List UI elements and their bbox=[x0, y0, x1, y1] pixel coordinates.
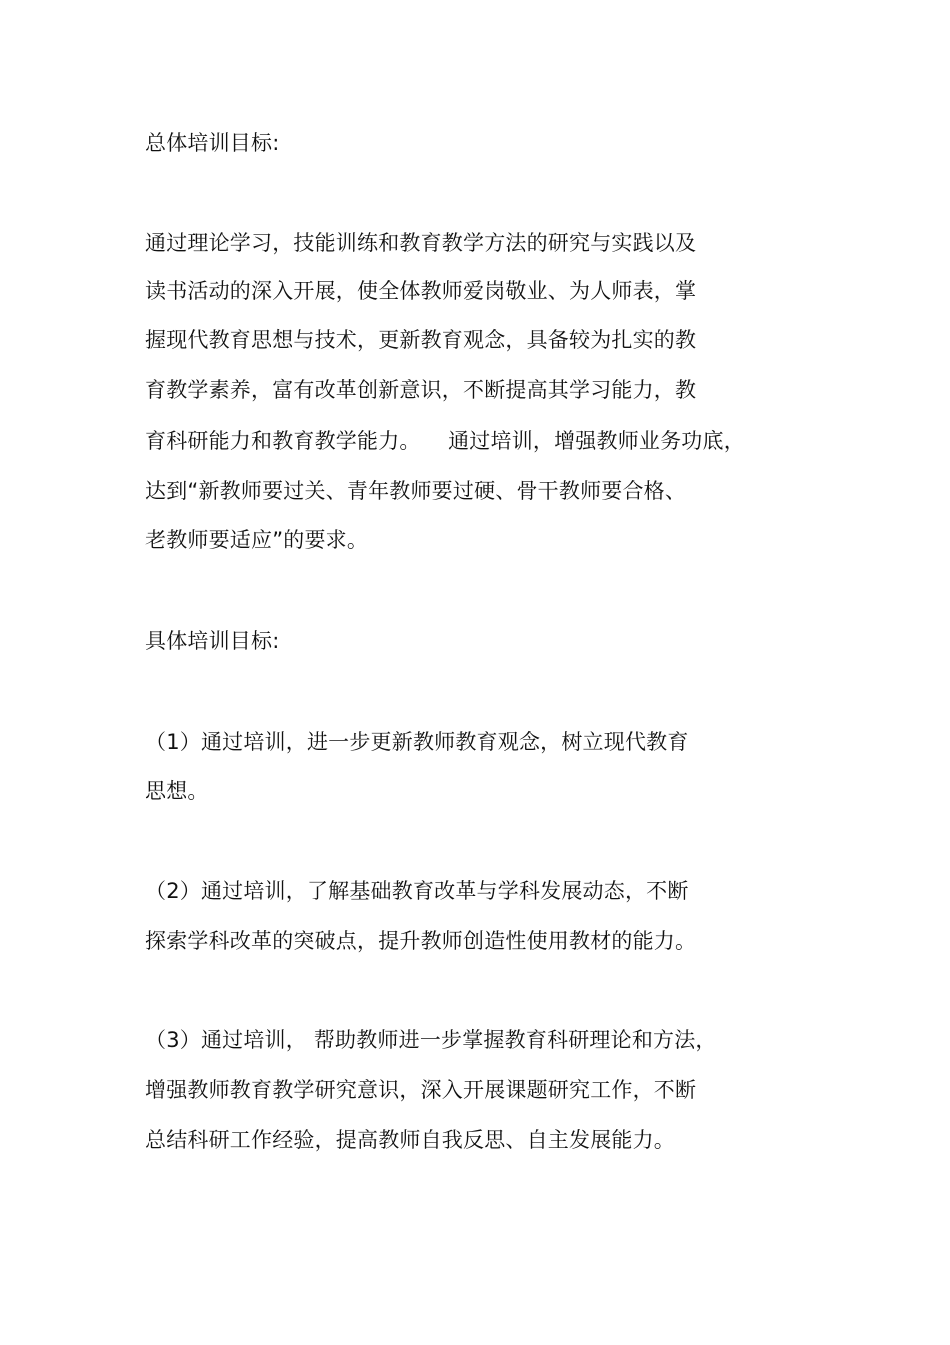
item-1-line-1: （1）通过培训，进一步更新教师教育观念，树立现代教育 bbox=[145, 730, 689, 754]
overall-paragraph-line-7: 老教师要适应”的要求。 bbox=[145, 528, 369, 552]
overall-paragraph-line-2: 读书活动的深入开展，使全体教师爱岗敬业、为人师表，掌 bbox=[145, 279, 697, 303]
item-3-line-2: 增强教师教育教学研究意识，深入开展课题研究工作，不断 bbox=[145, 1078, 697, 1102]
item-2-line-2: 探索学科改革的突破点，提升教师创造性使用教材的能力。 bbox=[145, 929, 697, 953]
overall-paragraph-line-5: 育科研能力和教育教学能力。 通过培训，增强教师业务功底， bbox=[145, 429, 745, 453]
specific-goals-heading: 具体培训目标: bbox=[145, 629, 280, 653]
item-3-line-3: 总结科研工作经验，提高教师自我反思、自主发展能力。 bbox=[145, 1128, 675, 1152]
item-3-line-1: （3）通过培训， 帮助教师进一步掌握教育科研理论和方法， bbox=[145, 1028, 717, 1052]
item-2-line-1: （2）通过培训，了解基础教育改革与学科发展动态，不断 bbox=[145, 879, 689, 903]
overall-goals-heading: 总体培训目标: bbox=[145, 131, 280, 155]
overall-paragraph-line-3: 握现代教育思想与技术，更新教育观念，具备较为扎实的教 bbox=[145, 328, 697, 352]
overall-paragraph-line-6: 达到“新教师要过关、青年教师要过硬、骨干教师要合格、 bbox=[145, 479, 687, 503]
overall-paragraph-line-4: 育教学素养，富有改革创新意识，不断提高其学习能力，教 bbox=[145, 378, 697, 402]
item-1-line-2: 思想。 bbox=[145, 779, 209, 803]
overall-paragraph-line-1: 通过理论学习，技能训练和教育教学方法的研究与实践以及 bbox=[145, 231, 697, 255]
